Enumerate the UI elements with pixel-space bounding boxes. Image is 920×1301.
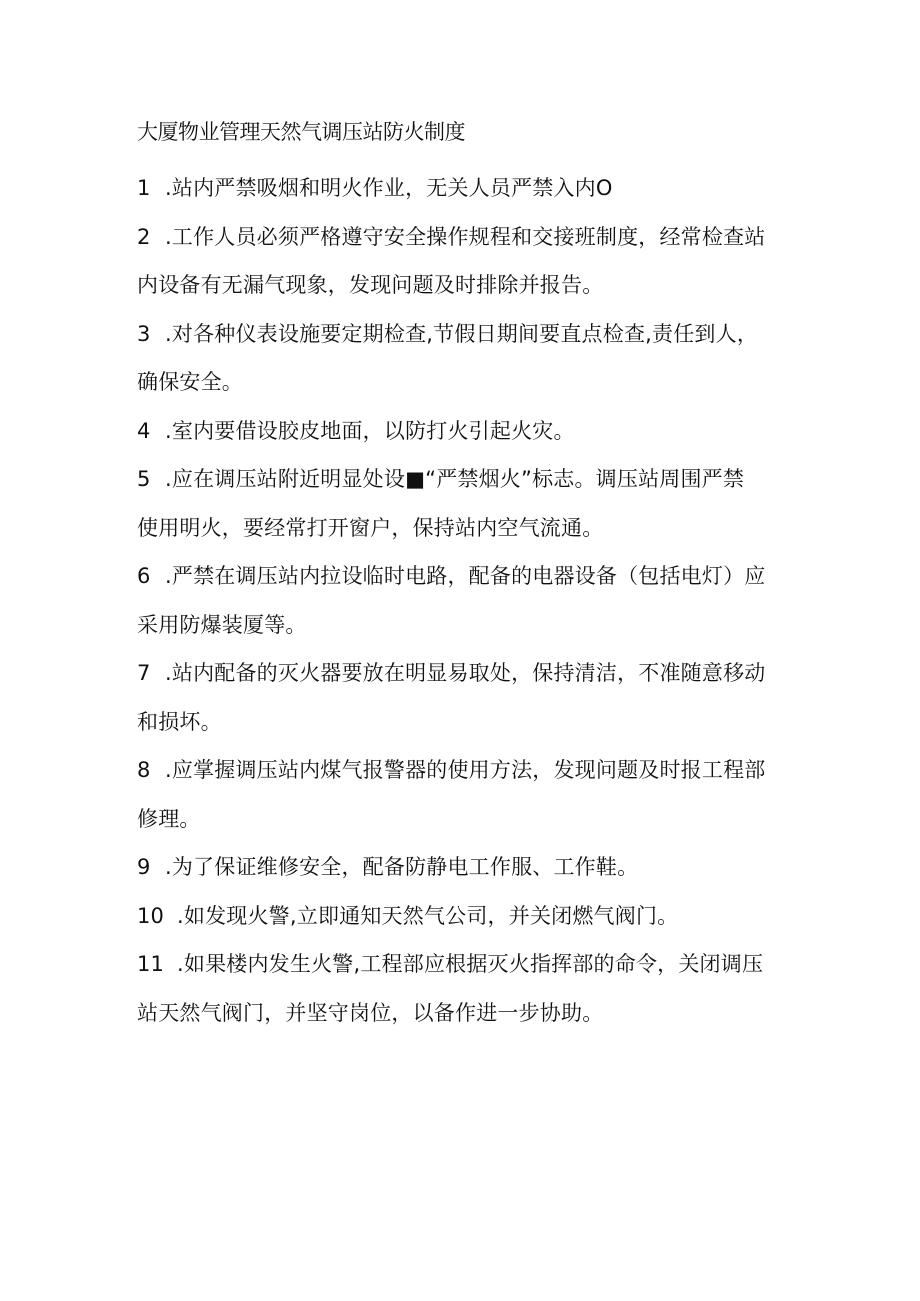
item-number: 6 [137, 564, 151, 588]
item-text-continued: 内设备有无漏气现象，发现问题及时排除并报告。 [137, 273, 604, 297]
item-number: 11 [137, 952, 165, 976]
list-item-11 [137, 940, 797, 1037]
document-title: 大厦物业管理天然气调压站防火制度 [137, 120, 465, 144]
item-text-continued: 站天然气阀门，并坚守岗位，以备作进一步协助。 [137, 1000, 604, 1025]
list-item-8 [137, 746, 797, 843]
item-number: 7 [137, 661, 151, 685]
list-item-7 [137, 649, 797, 746]
item-text-continued: 确保安全。 [137, 370, 243, 394]
item-text: .如果楼内发生火警,工程部应根据灭火指挥部的命令，关闭调压 [177, 952, 764, 976]
item-text-continued: 采用防爆装厦等。 [137, 612, 307, 637]
item-text-continued: 修理。 [137, 806, 201, 831]
item-text: .为了保证维修安全，配备防静电工作服、工作鞋。 [165, 855, 639, 879]
document-body [137, 164, 797, 1037]
item-text: .如发现火警,立即通知天然气公司，并关闭燃气阀门。 [177, 903, 679, 928]
item-text: .室内要借设胶皮地面，以防打火引起火灾。 [165, 418, 575, 443]
list-item-4 [137, 407, 797, 456]
list-item-1 [137, 164, 797, 213]
item-text: .工作人员必须严格遵守安全操作规程和交接班制度，经常检查站 [165, 224, 766, 249]
item-text-continued: 和损坏。 [137, 709, 222, 734]
item-number: 5 [137, 467, 151, 491]
list-item-10 [137, 892, 797, 941]
list-item-5 [137, 455, 797, 552]
item-text: .应在调压站附近明显处设■“严禁烟火”标志。调压站周围严禁 [165, 467, 745, 491]
item-number: 4 [137, 418, 151, 443]
item-text: .对各种仪表设施要定期检查,节假日期间要直点检查,责任到人， [165, 321, 759, 346]
list-item-2 [137, 213, 797, 310]
item-text: .站内严禁吸烟和明火作业，无关人员严禁入内O [165, 176, 613, 200]
item-number: 3 [137, 321, 151, 346]
item-text: .应掌握调压站内煤气报警器的使用方法，发现问题及时报工程部 [165, 758, 766, 782]
list-item-3 [137, 310, 797, 407]
list-item-9 [137, 843, 797, 892]
item-number: 10 [137, 903, 165, 928]
item-number: 9 [137, 855, 151, 879]
item-text: .站内配备的灭火器要放在明显易取处，保持清洁，不准随意移动 [165, 661, 766, 685]
item-number: 8 [137, 758, 151, 782]
list-item-6 [137, 552, 797, 649]
item-text-continued: 使用明火，要经常打开窗户，保持站内空气流通。 [137, 515, 604, 540]
item-number: 2 [137, 224, 151, 249]
item-text: .严禁在调压站内拉设临时电路，配备的电器设备（包括电灯）应 [165, 564, 766, 588]
item-number: 1 [137, 176, 151, 200]
